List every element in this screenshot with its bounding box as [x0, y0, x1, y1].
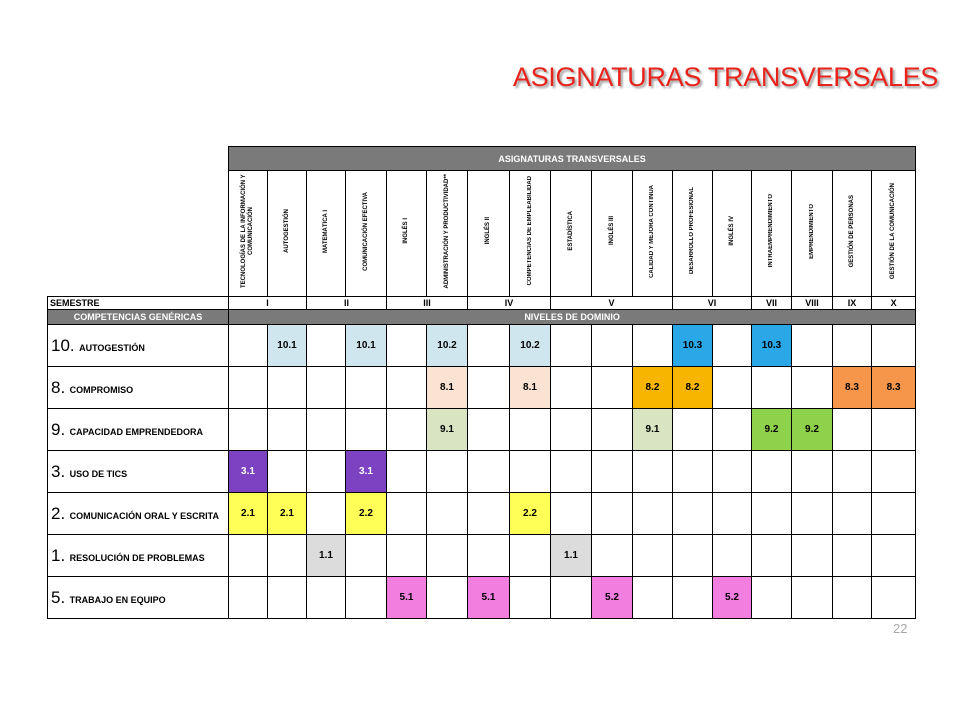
empty-cell: [427, 493, 468, 535]
level-cell: 2.1: [229, 493, 268, 535]
competency-label: [48, 577, 229, 619]
competency-row: [48, 577, 916, 619]
empty-cell: [673, 493, 713, 535]
subject-header: [427, 171, 468, 297]
empty-cell: [307, 325, 346, 367]
level-cell: 3.1: [229, 451, 268, 493]
empty-cell: [387, 409, 427, 451]
competency-label: [48, 409, 229, 451]
empty-cell: [633, 493, 673, 535]
semester-cell: II: [307, 297, 387, 310]
level-cell: 9.2: [752, 409, 792, 451]
subject-header: [387, 171, 427, 297]
empty-cell: [346, 535, 387, 577]
empty-cell: [510, 577, 551, 619]
empty-cell: [833, 451, 872, 493]
corner-blank: [48, 147, 229, 171]
empty-cell: [713, 493, 752, 535]
empty-cell: [468, 451, 510, 493]
empty-cell: [346, 577, 387, 619]
level-cell: 5.2: [592, 577, 633, 619]
empty-cell: [752, 367, 792, 409]
level-cell: 10.1: [346, 325, 387, 367]
subject-label: ADMINISTRACIÓN Y PRODUCTIVIDAD**: [443, 173, 450, 289]
competency-name: AUTOGESTIÓN: [79, 342, 145, 353]
competency-number: 9.: [51, 419, 66, 439]
empty-cell: [713, 367, 752, 409]
empty-cell: [551, 451, 592, 493]
empty-cell: [346, 367, 387, 409]
empty-cell: [510, 409, 551, 451]
empty-cell: [833, 577, 872, 619]
empty-cell: [387, 367, 427, 409]
semester-cell: V: [551, 297, 673, 310]
empty-cell: [633, 535, 673, 577]
subject-header: [792, 171, 833, 297]
level-cell: 9.1: [427, 409, 468, 451]
competency-name: USO DE TICS: [69, 468, 128, 479]
empty-cell: [387, 535, 427, 577]
level-cell: 9.2: [792, 409, 833, 451]
level-cell: 2.2: [346, 493, 387, 535]
subject-label: EMPRENDIMIENTO: [808, 203, 815, 259]
empty-cell: [673, 577, 713, 619]
competency-row: [48, 493, 916, 535]
level-cell: 2.1: [268, 493, 307, 535]
subject-label: DESARROLLO PROFESIONAL: [689, 187, 695, 275]
empty-cell: [229, 367, 268, 409]
empty-cell: [833, 493, 872, 535]
empty-cell: [307, 493, 346, 535]
empty-cell: [752, 577, 792, 619]
empty-cell: [872, 451, 916, 493]
empty-cell: [551, 577, 592, 619]
empty-cell: [792, 577, 833, 619]
level-cell: 8.2: [673, 367, 713, 409]
subject-header: [229, 171, 268, 297]
subject-header: [346, 171, 387, 297]
empty-cell: [792, 367, 833, 409]
empty-cell: [833, 409, 872, 451]
competency-number: 2.: [51, 503, 66, 523]
empty-cell: [551, 367, 592, 409]
level-cell: 10.1: [268, 325, 307, 367]
empty-cell: [592, 493, 633, 535]
subject-label: ESTADÍSTICA: [567, 211, 574, 251]
subject-header: [307, 171, 346, 297]
empty-cell: [792, 493, 833, 535]
empty-cell: [592, 451, 633, 493]
level-cell: 8.1: [510, 367, 551, 409]
empty-cell: [713, 535, 752, 577]
empty-cell: [268, 451, 307, 493]
empty-cell: [633, 577, 673, 619]
empty-cell: [551, 409, 592, 451]
competencies-header: COMPETENCIAS GENÉRICAS: [48, 310, 229, 325]
competency-number: 5.: [51, 587, 66, 607]
subject-label: INGLÉS I: [403, 218, 409, 244]
empty-cell: [307, 409, 346, 451]
subject-label: INGLÉS II: [485, 217, 491, 245]
subject-label: GESTIÓN DE LA COMUNICACIÓN: [890, 182, 897, 280]
subject-header: [268, 171, 307, 297]
empty-cell: [792, 325, 833, 367]
level-cell: 10.2: [510, 325, 551, 367]
empty-cell: [229, 577, 268, 619]
subject-header: [551, 171, 592, 297]
empty-cell: [510, 451, 551, 493]
level-cell: 10.2: [427, 325, 468, 367]
empty-cell: [673, 535, 713, 577]
level-cell: 9.1: [633, 409, 673, 451]
competency-name: TRABAJO EN EQUIPO: [69, 594, 166, 605]
competency-number: 3.: [51, 461, 66, 481]
subject-label: COMPETENCIAS DE EMPLEABILIDAD: [526, 176, 533, 286]
levels-header: NIVELES DE DOMINIO: [229, 310, 916, 325]
empty-cell: [229, 325, 268, 367]
empty-cell: [792, 451, 833, 493]
competency-number: 10.: [51, 335, 75, 355]
level-cell: 8.3: [833, 367, 872, 409]
empty-cell: [427, 577, 468, 619]
semester-cell: VIII: [792, 297, 833, 310]
empty-cell: [468, 535, 510, 577]
empty-cell: [872, 325, 916, 367]
transversal-subjects-table: [47, 146, 916, 619]
subject-header: [592, 171, 633, 297]
subject-label: TECNOLOGÍAS DE LA INFORMACIÓN Y COMUNICACIÓN: [241, 174, 254, 288]
level-cell: 5.1: [387, 577, 427, 619]
empty-cell: [592, 367, 633, 409]
empty-cell: [713, 325, 752, 367]
empty-cell: [872, 493, 916, 535]
level-cell: 5.2: [713, 577, 752, 619]
subjects-row: [48, 171, 916, 297]
semester-cell: IV: [468, 297, 551, 310]
empty-cell: [427, 451, 468, 493]
empty-cell: [468, 367, 510, 409]
corner-blank: [48, 171, 229, 297]
competency-row: [48, 367, 916, 409]
competency-name: RESOLUCIÓN DE PROBLEMAS: [69, 552, 205, 563]
level-cell: 3.1: [346, 451, 387, 493]
empty-cell: [592, 409, 633, 451]
subject-label: AUTOGESTIÓN: [283, 209, 290, 253]
subject-label: INGLÉS III: [608, 216, 615, 246]
empty-cell: [872, 409, 916, 451]
subject-header: [752, 171, 792, 297]
competency-row: [48, 325, 916, 367]
empty-cell: [307, 451, 346, 493]
semester-cell: III: [387, 297, 468, 310]
empty-cell: [307, 577, 346, 619]
section-header-row: [48, 310, 916, 325]
slide-title: ASIGNATURAS TRANSVERSALES: [512, 62, 938, 92]
empty-cell: [792, 535, 833, 577]
level-cell: 8.1: [427, 367, 468, 409]
subject-label: COMUNICACIÓN EFECTIVA: [362, 191, 369, 271]
empty-cell: [268, 409, 307, 451]
empty-cell: [673, 409, 713, 451]
empty-cell: [752, 451, 792, 493]
competency-row: [48, 409, 916, 451]
level-cell: 5.1: [468, 577, 510, 619]
competency-name: CAPACIDAD EMPRENDEDORA: [69, 426, 203, 437]
empty-cell: [633, 451, 673, 493]
empty-cell: [268, 535, 307, 577]
level-cell: 10.3: [673, 325, 713, 367]
competency-name: COMPROMISO: [69, 384, 134, 395]
level-cell: 1.1: [307, 535, 346, 577]
level-cell: 2.2: [510, 493, 551, 535]
competency-number: 8.: [51, 377, 66, 397]
table-header-row: [48, 147, 916, 171]
empty-cell: [872, 577, 916, 619]
empty-cell: [713, 451, 752, 493]
empty-cell: [510, 535, 551, 577]
empty-cell: [468, 493, 510, 535]
semester-cell: VII: [752, 297, 792, 310]
subject-label: INGLÉS IV: [728, 216, 735, 246]
competency-label: [48, 535, 229, 577]
subject-header: [633, 171, 673, 297]
competency-name: COMUNICACIÓN ORAL Y ESCRITA: [69, 510, 219, 521]
empty-cell: [268, 577, 307, 619]
subject-header: [510, 171, 551, 297]
subject-label: CALIDAD Y MEJORA CONTINUA: [649, 184, 655, 278]
semester-cell: IX: [833, 297, 872, 310]
semester-label: SEMESTRE: [48, 297, 229, 310]
competency-row: [48, 451, 916, 493]
empty-cell: [551, 493, 592, 535]
empty-cell: [633, 325, 673, 367]
empty-cell: [229, 535, 268, 577]
semester-row: [48, 297, 916, 310]
empty-cell: [752, 535, 792, 577]
empty-cell: [592, 535, 633, 577]
group-header: ASIGNATURAS TRANSVERSALES: [229, 147, 916, 171]
subject-header: [833, 171, 872, 297]
competency-label: [48, 451, 229, 493]
empty-cell: [387, 451, 427, 493]
level-cell: 1.1: [551, 535, 592, 577]
empty-cell: [387, 493, 427, 535]
empty-cell: [833, 535, 872, 577]
empty-cell: [752, 493, 792, 535]
empty-cell: [307, 367, 346, 409]
semester-cell: I: [229, 297, 307, 310]
competency-label: [48, 367, 229, 409]
empty-cell: [387, 325, 427, 367]
empty-cell: [833, 325, 872, 367]
empty-cell: [872, 535, 916, 577]
subject-header: [673, 171, 713, 297]
subject-label: GESTIÓN DE PERSONAS: [848, 194, 855, 268]
competency-label: [48, 325, 229, 367]
page-number: 22: [893, 621, 908, 636]
empty-cell: [673, 451, 713, 493]
subject-label: INTRAEMPRENDIMIENTO: [768, 194, 774, 268]
semester-cell: X: [872, 297, 916, 310]
competency-number: 1.: [51, 545, 66, 565]
empty-cell: [229, 409, 268, 451]
empty-cell: [713, 409, 752, 451]
level-cell: 8.3: [872, 367, 916, 409]
empty-cell: [427, 535, 468, 577]
empty-cell: [551, 325, 592, 367]
empty-cell: [592, 325, 633, 367]
subject-header: [713, 171, 752, 297]
subject-header: [872, 171, 916, 297]
semester-cell: VI: [673, 297, 752, 310]
subject-label: MATEMÁTICA I: [322, 209, 329, 253]
empty-cell: [468, 409, 510, 451]
subject-header: [468, 171, 510, 297]
level-cell: 8.2: [633, 367, 673, 409]
competency-label: [48, 493, 229, 535]
empty-cell: [346, 409, 387, 451]
empty-cell: [468, 325, 510, 367]
empty-cell: [268, 367, 307, 409]
competency-row: [48, 535, 916, 577]
level-cell: 10.3: [752, 325, 792, 367]
